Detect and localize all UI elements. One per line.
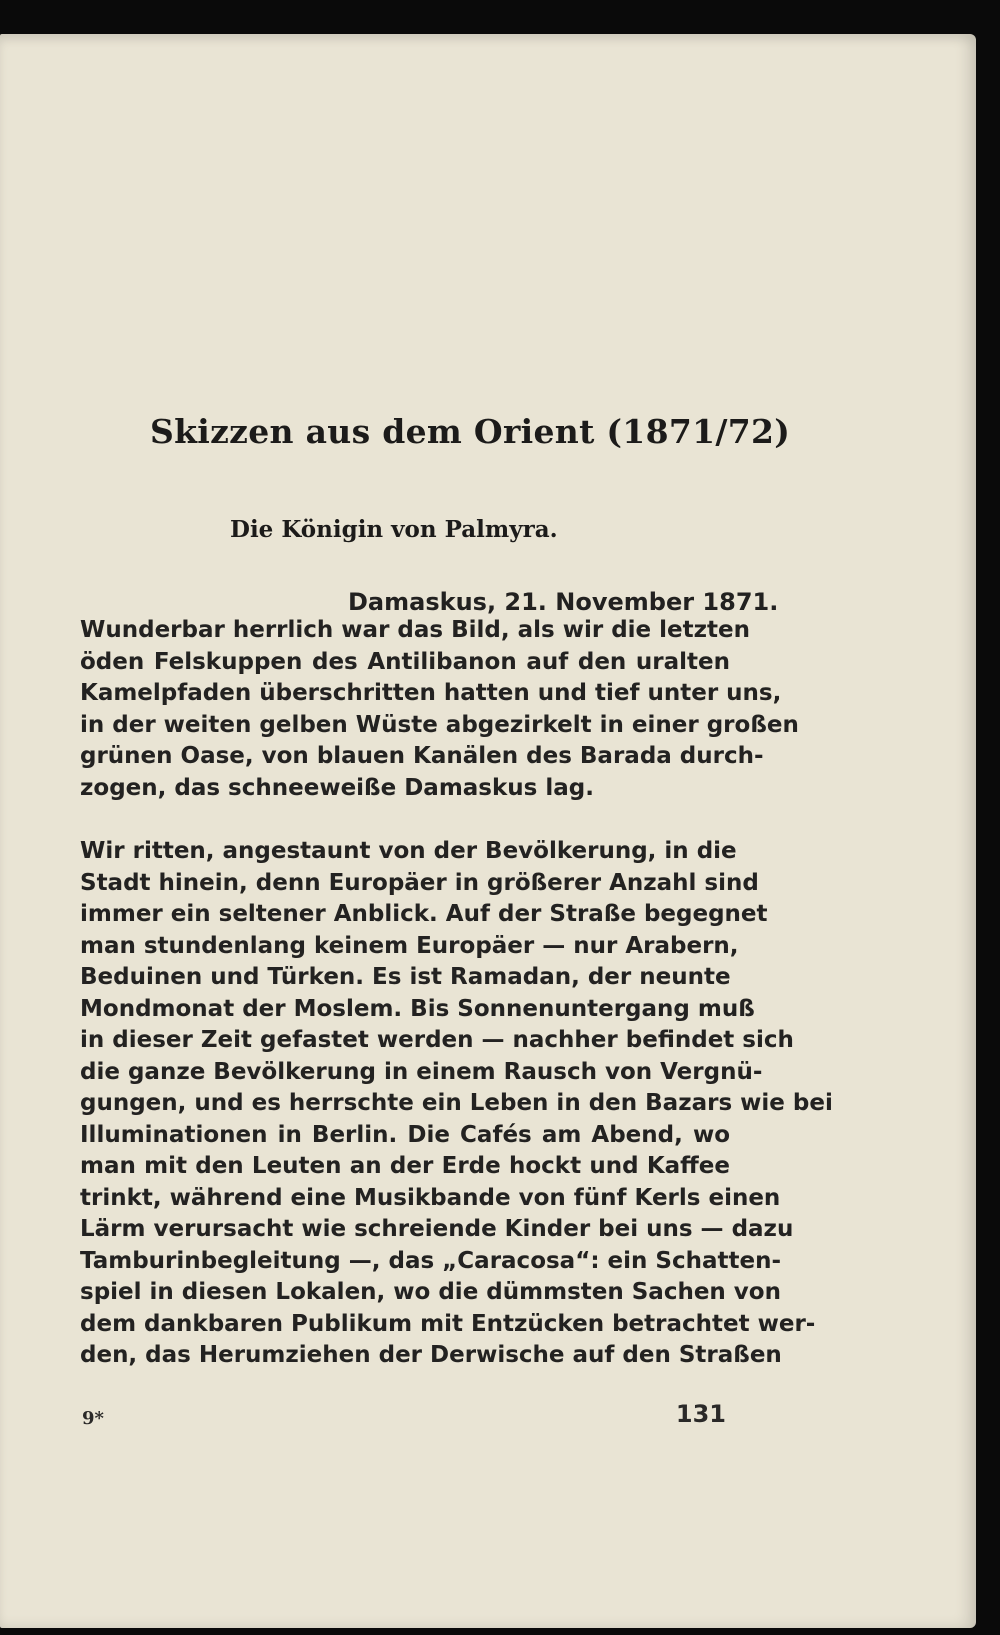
text-line: zogen, das schneeweiße Damaskus lag. xyxy=(80,774,594,801)
text-line: trinkt, während eine Musikbande von fünf Kerls einen xyxy=(80,1184,781,1211)
text-line: in der weiten gelben Wüste abgezirkelt in einer großen xyxy=(80,711,799,738)
text-line: Wunderbar herrlich war das Bild, als wir die letzten xyxy=(80,617,750,643)
chapter-heading: Skizzen aus dem Orient (1871/72) xyxy=(150,412,791,451)
paragraph-1 xyxy=(80,615,799,804)
text-line: öden Felskuppen des Antilibanon auf den uralten xyxy=(80,648,730,675)
section-title: Die Königin von Palmyra. xyxy=(230,516,558,543)
signature-mark: 9* xyxy=(82,1408,104,1429)
text-line: immer ein seltener Anblick. Auf der Straße begegnet xyxy=(80,901,768,927)
text-line: in dieser Zeit gefastet werden — nachher befindet sich xyxy=(80,1027,794,1053)
text-line: spiel in diesen Lokalen, wo die dümmsten Sachen von xyxy=(80,1279,781,1305)
text-line: Kamelpfaden überschritten hatten und tief unter uns, xyxy=(80,680,782,706)
dateline: Damaskus, 21. November 1871. xyxy=(348,588,779,616)
text-line: grünen Oase, von blauen Kanälen des Barada durch- xyxy=(80,743,764,769)
text-line: dem dankbaren Publikum mit Entzücken betrachtet wer- xyxy=(80,1310,816,1337)
text-line: den, das Herumziehen der Derwische auf den Straßen xyxy=(80,1342,782,1368)
text-line: man mit den Leuten an der Erde hockt und Kaffee xyxy=(80,1153,730,1179)
text-line: Mondmonat der Moslem. Bis Sonnenuntergang muß xyxy=(80,995,755,1022)
text-line: man stundenlang keinem Europäer — nur Arabern, xyxy=(80,932,739,959)
text-line: Tamburinbegleitung —, das „Caracosa“: ein Schatten- xyxy=(80,1247,781,1274)
text-line: Lärm verursacht wie schreiende Kinder bei uns — dazu xyxy=(80,1216,794,1242)
text-line: Wir ritten, angestaunt von der Bevölkerung, in die xyxy=(80,838,737,864)
paragraph-2 xyxy=(80,836,833,1372)
text-line: die ganze Bevölkerung in einem Rausch von Vergnü- xyxy=(80,1058,763,1085)
text-line: gungen, und es herrschte ein Leben in den Bazars wie bei xyxy=(80,1090,833,1116)
text-line: Stadt hinein, denn Europäer in größerer Anzahl sind xyxy=(80,869,759,896)
text-line: Illuminationen in Berlin. Die Cafés am Abend, wo xyxy=(80,1121,730,1148)
text-line: Beduinen und Türken. Es ist Ramadan, der neunte xyxy=(80,964,731,990)
book-page xyxy=(0,34,976,1628)
page-number: 131 xyxy=(675,1400,726,1428)
